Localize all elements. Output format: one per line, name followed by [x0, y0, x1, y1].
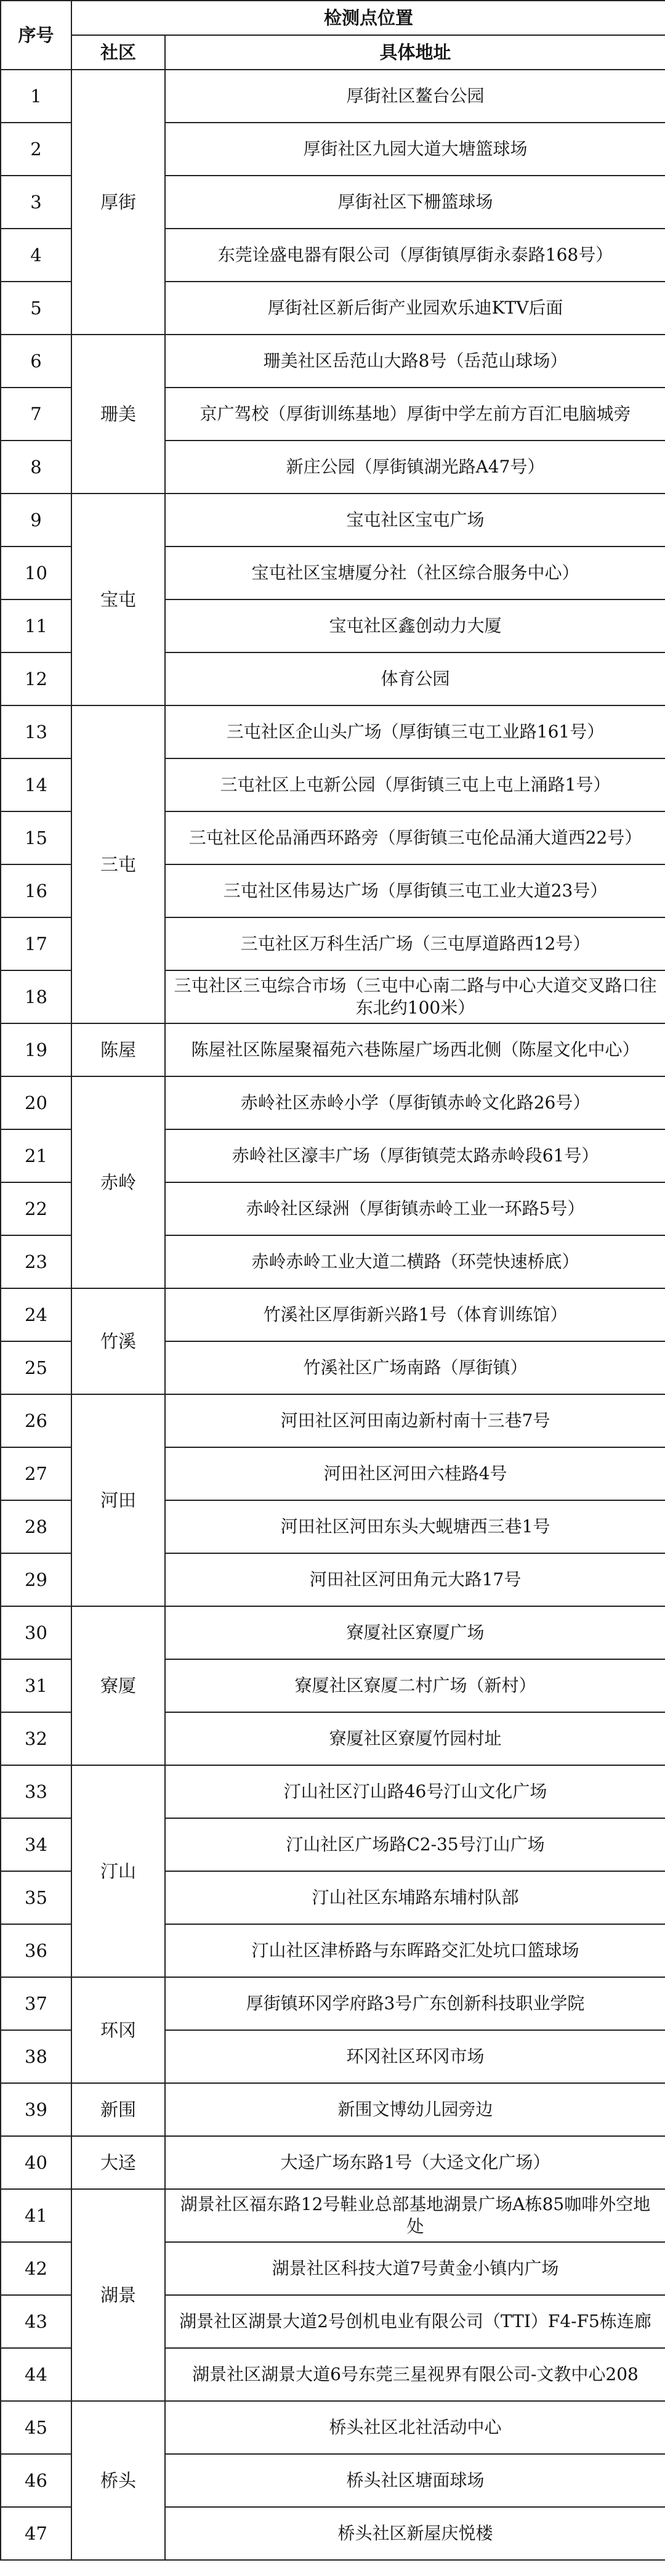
address-cell: 桥头社区塘面球场 [165, 2454, 665, 2507]
address-cell: 环冈社区环冈市场 [165, 2030, 665, 2083]
header-no: 序号 [1, 1, 71, 70]
address-cell: 大迳广场东路1号（大迳文化广场） [165, 2136, 665, 2189]
table-row [1, 2189, 665, 2242]
row-number: 4 [1, 229, 71, 282]
row-number: 40 [1, 2136, 71, 2189]
address-cell: 湖景社区福东路12号鞋业总部基地湖景广场A栋85咖啡外空地处 [165, 2189, 665, 2242]
address-cell: 汀山社区津桥路与东晖路交汇处坑口篮球场 [165, 1924, 665, 1977]
row-number: 10 [1, 546, 71, 599]
row-number: 3 [1, 176, 71, 229]
table-header [1, 1, 665, 70]
row-number: 15 [1, 811, 71, 864]
address-cell: 赤岭社区濠丰广场（厚街镇莞太路赤岭段61号） [165, 1129, 665, 1182]
address-cell: 厚街社区九园大道大塘篮球场 [165, 123, 665, 176]
row-number: 18 [1, 970, 71, 1023]
address-cell: 三屯社区伟易达广场（厚街镇三屯工业大道23号） [165, 864, 665, 917]
table-row [1, 335, 665, 388]
row-number: 20 [1, 1076, 71, 1129]
address-cell: 三屯社区万科生活广场（三屯厚道路西12号） [165, 917, 665, 970]
row-number: 33 [1, 1765, 71, 1818]
address-cell: 赤岭社区赤岭小学（厚街镇赤岭文化路26号） [165, 1076, 665, 1129]
row-number: 29 [1, 1553, 71, 1606]
table-row [1, 2083, 665, 2136]
row-number: 16 [1, 864, 71, 917]
row-number: 30 [1, 1606, 71, 1659]
address-cell: 竹溪社区广场南路（厚街镇） [165, 1341, 665, 1394]
address-cell: 京广驾校（厚街训练基地）厚街中学左前方百汇电脑城旁 [165, 388, 665, 441]
address-cell: 河田社区河田东头大蚬塘西三巷1号 [165, 1500, 665, 1553]
table-row [1, 705, 665, 758]
community-cell: 河田 [71, 1394, 165, 1606]
table-row [1, 1765, 665, 1818]
address-cell: 厚街镇环冈学府路3号广东创新科技职业学院 [165, 1977, 665, 2030]
community-cell: 环冈 [71, 1977, 165, 2083]
table-body [1, 70, 665, 2560]
address-cell: 东莞诠盛电器有限公司（厚街镇厚街永泰路168号） [165, 229, 665, 282]
community-cell: 寮厦 [71, 1606, 165, 1765]
header-location: 检测点位置 [71, 1, 665, 35]
address-cell: 三屯社区伦品涌西环路旁（厚街镇三屯伦品涌大道西22号） [165, 811, 665, 864]
row-number: 7 [1, 388, 71, 441]
table-row [1, 70, 665, 123]
address-cell: 宝屯社区宝塘厦分社（社区综合服务中心） [165, 546, 665, 599]
row-number: 42 [1, 2242, 71, 2295]
row-number: 23 [1, 1235, 71, 1288]
row-number: 47 [1, 2507, 71, 2560]
community-cell: 大迳 [71, 2136, 165, 2189]
address-cell: 三屯社区上屯新公园（厚街镇三屯上屯上涌路1号） [165, 758, 665, 811]
address-cell: 寮厦社区寮厦二村广场（新村） [165, 1659, 665, 1712]
row-number: 1 [1, 70, 71, 123]
community-cell: 厚街 [71, 70, 165, 335]
address-cell: 桥头社区新屋庆悦楼 [165, 2507, 665, 2560]
address-cell: 宝屯社区鑫创动力大厦 [165, 599, 665, 652]
table-row [1, 1606, 665, 1659]
address-cell: 河田社区河田六桂路4号 [165, 1447, 665, 1500]
row-number: 36 [1, 1924, 71, 1977]
row-number: 6 [1, 335, 71, 388]
row-number: 27 [1, 1447, 71, 1500]
community-cell: 新围 [71, 2083, 165, 2136]
address-cell: 体育公园 [165, 652, 665, 705]
address-cell: 汀山社区汀山路46号汀山文化广场 [165, 1765, 665, 1818]
row-number: 25 [1, 1341, 71, 1394]
address-cell: 陈屋社区陈屋聚福苑六巷陈屋广场西北侧（陈屋文化中心） [165, 1023, 665, 1076]
header-address: 具体地址 [165, 35, 665, 70]
table-row [1, 494, 665, 546]
row-number: 22 [1, 1182, 71, 1235]
address-cell: 新庄公园（厚街镇湖光路A47号） [165, 441, 665, 494]
community-cell: 竹溪 [71, 1288, 165, 1394]
address-cell: 厚街社区新后街产业园欢乐迪KTV后面 [165, 282, 665, 335]
address-cell: 桥头社区北社活动中心 [165, 2401, 665, 2454]
community-cell: 湖景 [71, 2189, 165, 2401]
row-number: 24 [1, 1288, 71, 1341]
address-cell: 湖景社区科技大道7号黄金小镇内广场 [165, 2242, 665, 2295]
row-number: 44 [1, 2348, 71, 2401]
row-number: 21 [1, 1129, 71, 1182]
address-cell: 三屯社区三屯综合市场（三屯中心南二路与中心大道交叉路口往东北约100米） [165, 970, 665, 1023]
community-cell: 三屯 [71, 705, 165, 1023]
row-number: 32 [1, 1712, 71, 1765]
address-cell: 三屯社区企山头广场（厚街镇三屯工业路161号） [165, 705, 665, 758]
row-number: 13 [1, 705, 71, 758]
row-number: 39 [1, 2083, 71, 2136]
community-cell: 桥头 [71, 2401, 165, 2560]
row-number: 35 [1, 1871, 71, 1924]
table-row [1, 1023, 665, 1076]
row-number: 31 [1, 1659, 71, 1712]
community-cell: 陈屋 [71, 1023, 165, 1076]
address-cell: 宝屯社区宝屯广场 [165, 494, 665, 546]
row-number: 17 [1, 917, 71, 970]
row-number: 43 [1, 2295, 71, 2348]
row-number: 37 [1, 1977, 71, 2030]
table-row [1, 1977, 665, 2030]
address-cell: 竹溪社区厚街新兴路1号（体育训练馆） [165, 1288, 665, 1341]
address-cell: 厚街社区下栅篮球场 [165, 176, 665, 229]
row-number: 2 [1, 123, 71, 176]
table-row [1, 1288, 665, 1341]
address-cell: 厚街社区鳌台公园 [165, 70, 665, 123]
address-cell: 赤岭社区绿洲（厚街镇赤岭工业一环路5号） [165, 1182, 665, 1235]
address-cell: 赤岭赤岭工业大道二横路（环莞快速桥底） [165, 1235, 665, 1288]
address-cell: 珊美社区岳范山大路8号（岳范山球场） [165, 335, 665, 388]
row-number: 26 [1, 1394, 71, 1447]
community-cell: 宝屯 [71, 494, 165, 705]
address-cell: 寮厦社区寮厦广场 [165, 1606, 665, 1659]
table-row [1, 2401, 665, 2454]
row-number: 8 [1, 441, 71, 494]
row-number: 9 [1, 494, 71, 546]
row-number: 5 [1, 282, 71, 335]
row-number: 19 [1, 1023, 71, 1076]
address-cell: 寮厦社区寮厦竹园村址 [165, 1712, 665, 1765]
community-cell: 汀山 [71, 1765, 165, 1977]
table-row [1, 1394, 665, 1447]
row-number: 45 [1, 2401, 71, 2454]
address-cell: 湖景社区湖景大道2号创机电业有限公司（TTI）F4-F5栋连廊 [165, 2295, 665, 2348]
row-number: 14 [1, 758, 71, 811]
header-community: 社区 [71, 35, 165, 70]
row-number: 12 [1, 652, 71, 705]
community-cell: 珊美 [71, 335, 165, 494]
table-row [1, 2136, 665, 2189]
address-cell: 河田社区河田南边新村南十三巷7号 [165, 1394, 665, 1447]
row-number: 11 [1, 599, 71, 652]
row-number: 38 [1, 2030, 71, 2083]
row-number: 34 [1, 1818, 71, 1871]
address-cell: 汀山社区东埔路东埔村队部 [165, 1871, 665, 1924]
address-cell: 新围文博幼儿园旁边 [165, 2083, 665, 2136]
row-number: 28 [1, 1500, 71, 1553]
row-number: 46 [1, 2454, 71, 2507]
address-cell: 河田社区河田角元大路17号 [165, 1553, 665, 1606]
address-cell: 汀山社区广场路C2-35号汀山广场 [165, 1818, 665, 1871]
community-cell: 赤岭 [71, 1076, 165, 1288]
row-number: 41 [1, 2189, 71, 2242]
table-row [1, 1076, 665, 1129]
address-cell: 湖景社区湖景大道6号东莞三星视界有限公司-文教中心208 [165, 2348, 665, 2401]
